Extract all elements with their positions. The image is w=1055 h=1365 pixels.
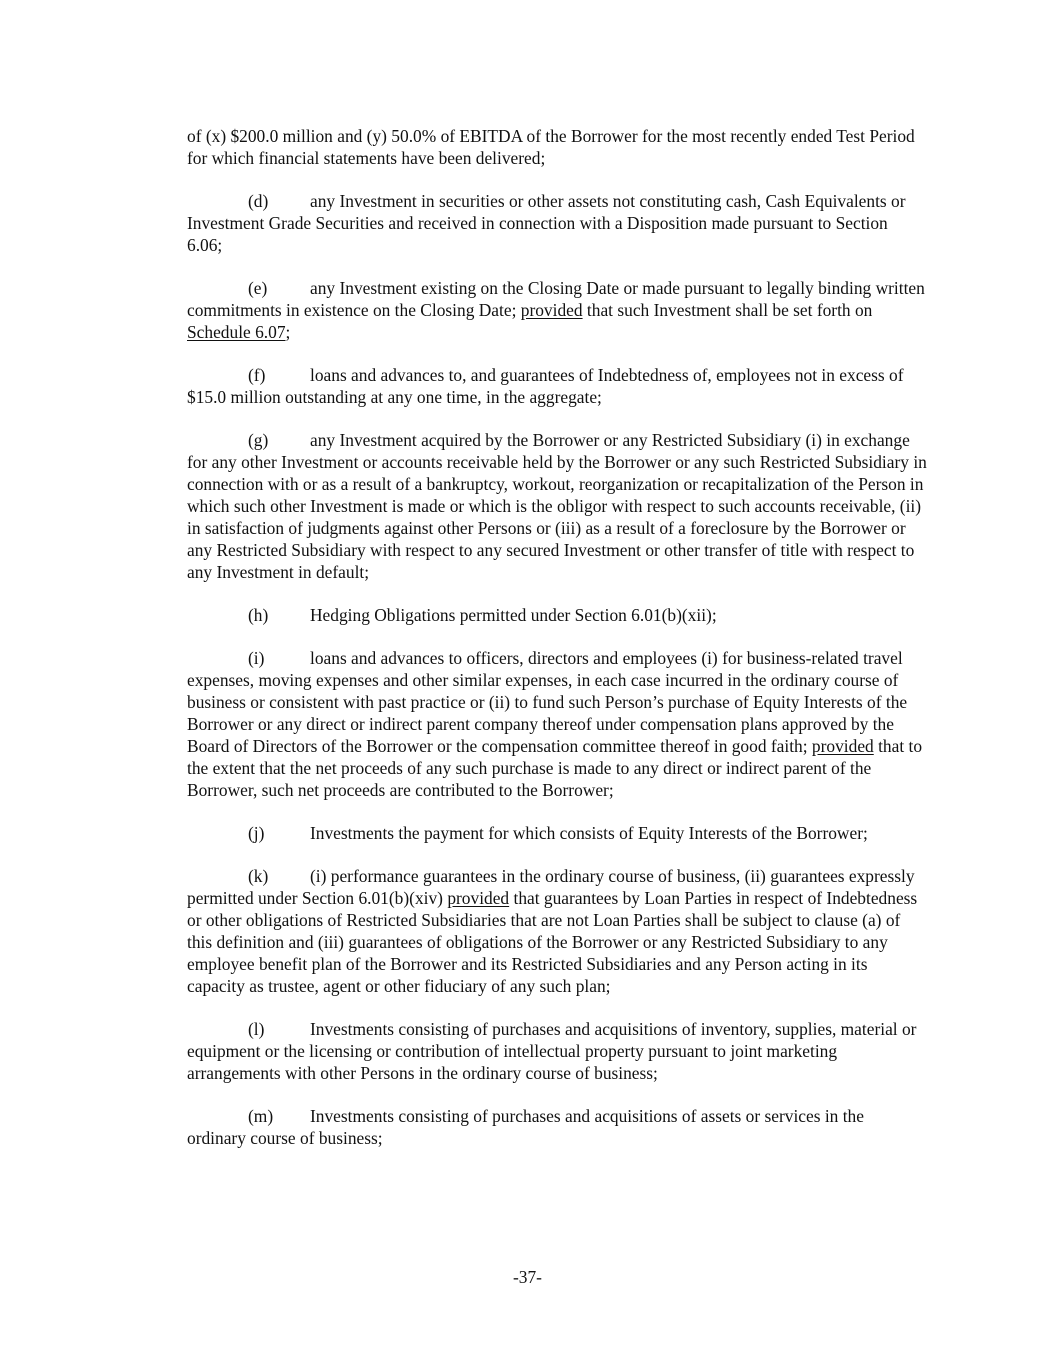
paragraph xyxy=(187,125,927,169)
paragraph-text: any Investment existing on the Closing Date or made pursuant to legally binding written commitments in existence on the Closing Date; xyxy=(187,278,925,320)
clause-label: (g) xyxy=(248,430,269,450)
clause-label: (j) xyxy=(248,823,265,843)
paragraph xyxy=(187,429,927,583)
clause-label: (i) xyxy=(248,648,265,668)
underlined-term: provided xyxy=(447,888,510,908)
document-body xyxy=(187,125,927,1170)
page-number: -37- xyxy=(513,1267,542,1287)
paragraph xyxy=(187,277,927,343)
paragraph-text: Investments consisting of purchases and acquisitions of assets or services in the ordinary course of business; xyxy=(187,1106,864,1148)
clause-label: (e) xyxy=(248,278,268,298)
paragraph-text: Hedging Obligations permitted under Section 6.01(b)(xii); xyxy=(310,605,717,625)
paragraph-text: of (x) $200.0 million and (y) 50.0% of EBITDA of the Borrower for the most recently ended Test Period for which financial statements have been delivered; xyxy=(187,126,915,168)
clause-label: (d) xyxy=(248,191,269,211)
paragraph xyxy=(187,1105,927,1149)
paragraph-text: that to the extent that the net proceeds of any such purchase is made to any direct or indirect parent of the Borrower, such net proceeds are contributed to the Borrower; xyxy=(187,736,923,800)
underlined-term: Schedule 6.07 xyxy=(187,322,286,342)
underlined-term: provided xyxy=(811,736,874,756)
paragraph xyxy=(187,604,927,626)
clause-label: (m) xyxy=(248,1106,274,1126)
paragraph xyxy=(187,1018,927,1084)
paragraph-text: any Investment in securities or other assets not constituting cash, Cash Equivalents or Investment Grade Securities and received in connection with a Disposition made pursuant to Section 6.06; xyxy=(187,191,906,255)
paragraph-text: that guarantees by Loan Parties in respect of Indebtedness or other obligations of Restricted Subsidiaries that are not Loan Parties shall be subject to clause (a) of this definition and (iii) guarantees of obligations of the Borrower or any Restricted Subsidiary to any employee benefit plan of the Borrower and its Restricted Subsidiaries and any Person acting in its capacity as trustee, agent or other fiduciary of any such plan; xyxy=(187,888,918,996)
paragraph-text: Investments consisting of purchases and acquisitions of inventory, supplies, material or equipment or the licensing or contribution of intellectual property pursuant to joint marketing arrangements with other Persons in the ordinary course of business; xyxy=(187,1019,917,1083)
paragraph-text: (i) performance guarantees in the ordinary course of business, (ii) guarantees expressly permitted under Section 6.01(b)(xiv) xyxy=(187,866,915,908)
paragraph-text: ; xyxy=(285,322,291,342)
clause-label: (l) xyxy=(248,1019,265,1039)
paragraph-text: Investments the payment for which consists of Equity Interests of the Borrower; xyxy=(310,823,868,843)
clause-label: (k) xyxy=(248,866,269,886)
paragraph-text: that such Investment shall be set forth on xyxy=(582,300,873,320)
paragraph-text: loans and advances to officers, directors and employees (i) for business-related travel expenses, moving expenses and other similar expenses, in each case incurred in the ordinary course of business or consistent with past practice or (ii) to fund such Person’s purchase of Equity Interests of the Borrower or any direct or indirect parent company thereof under compensation plans approved by the Board of Directors of the Borrower or the compensation committee thereof in good faith; xyxy=(187,648,908,756)
paragraph xyxy=(187,364,927,408)
underlined-term: provided xyxy=(520,300,583,320)
paragraph-text: any Investment acquired by the Borrower or any Restricted Subsidiary (i) in exchange for any other Investment or accounts receivable held by the Borrower or any such Restricted Subsidiary in connection with or as a result of a bankruptcy, workout, reorganization or recapitalization of the Person in which such other Investment is made or which is the obligor with respect to such accounts receivable, (ii) in satisfaction of judgments against other Persons or (iii) as a result of a foreclosure by the Borrower or any Restricted Subsidiary with respect to any secured Investment or other transfer of title with respect to any Investment in default; xyxy=(187,430,927,582)
paragraph xyxy=(187,865,927,997)
paragraph xyxy=(187,190,927,256)
clause-label: (h) xyxy=(248,605,269,625)
clause-label: (f) xyxy=(248,365,266,385)
paragraph-text: loans and advances to, and guarantees of Indebtedness of, employees not in excess of $15.0 million outstanding at any one time, in the aggregate; xyxy=(187,365,904,407)
paragraph xyxy=(187,647,927,801)
paragraph xyxy=(187,822,927,844)
